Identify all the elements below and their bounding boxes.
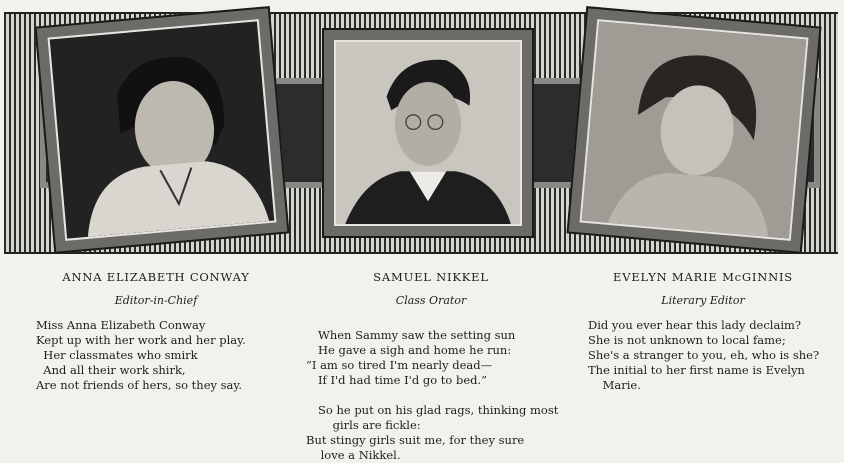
verse-line: Kept up with her work and her play.	[36, 333, 246, 347]
portrait-photo-conway	[48, 19, 277, 241]
verse-line: So he put on his glad rags, thinking most	[318, 403, 559, 417]
verse-line: And all their work shirk,	[36, 363, 186, 377]
verse-line: Did you ever hear this lady declaim?	[588, 318, 802, 332]
verse-line: Marie.	[588, 378, 641, 392]
verse-line: “I am so tired I'm nearly dead—	[306, 358, 493, 372]
caption-nikkel	[306, 270, 559, 463]
verse	[588, 318, 818, 393]
verse-line: If I'd had time I'd go to bed.”	[318, 373, 488, 387]
portrait-frame-nikkel	[322, 28, 534, 238]
verse-line: When Sammy saw the setting sun	[318, 328, 516, 342]
verse-line: But stingy girls suit me, for they sure	[306, 433, 525, 447]
verse-line: Are not friends of hers, so they say.	[36, 378, 243, 392]
caption-conway	[36, 270, 276, 393]
verse-line: love a Nikkel.	[306, 448, 401, 462]
verse-line: He gave a sigh and home he run:	[318, 343, 512, 357]
verse-line: She is not unknown to local fame;	[588, 333, 786, 347]
student-title: Editor-in-Chief	[114, 294, 198, 307]
student-name: SAMUEL NIKKEL	[373, 270, 489, 284]
verse-line: girls are fickle:	[318, 418, 421, 432]
verse	[306, 328, 559, 463]
student-name: EVELYN MARIE McGINNIS	[613, 270, 793, 284]
verse	[36, 318, 276, 393]
verse-line: Miss Anna Elizabeth Conway	[36, 318, 206, 332]
portrait-frame-mcginnis	[567, 6, 822, 254]
verse-line: She's a stranger to you, eh, who is she?	[588, 348, 820, 362]
verse-line	[306, 388, 556, 403]
student-name: ANNA ELIZABETH CONWAY	[62, 270, 250, 284]
portrait-frame-conway	[35, 6, 290, 254]
verse-line: Her classmates who smirk	[36, 348, 198, 362]
caption-mcginnis	[588, 270, 818, 393]
verse-line: The initial to her first name is Evelyn	[588, 363, 805, 377]
student-title: Literary Editor	[661, 294, 745, 307]
portrait-photo-nikkel	[334, 40, 522, 226]
student-title: Class Orator	[395, 294, 467, 307]
portrait-photo-mcginnis	[580, 19, 809, 241]
